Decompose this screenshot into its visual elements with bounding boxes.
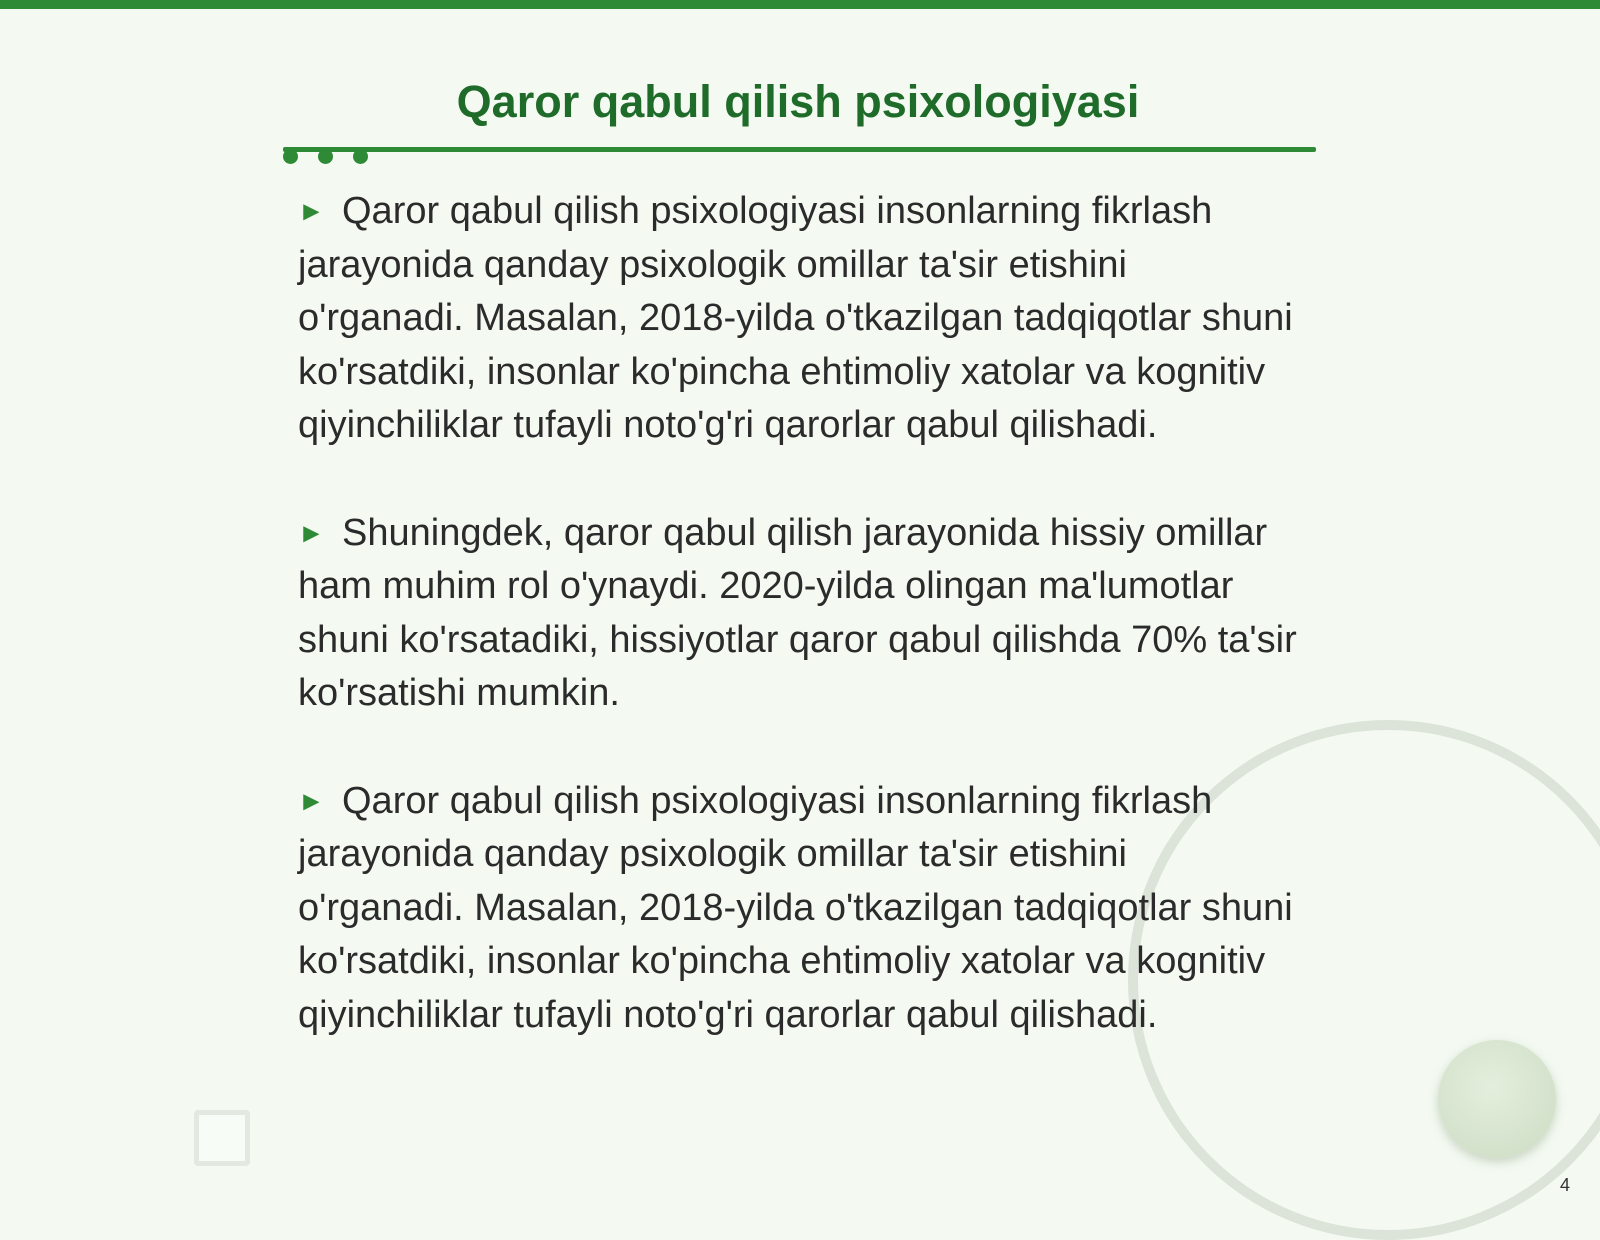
paragraph-text: Qaror qabul qilish psixologiyasi insonlarning fikrlash jarayonida qanday psixologik omillar ta'sir etishini o'rganadi. Masalan, 2018-yilda o'tkazilgan tadqiqotlar shuni ko'rsatdiki, insonlar ko'pincha ehtimoliy xatolar va kognitiv qiyinchiliklar tufayli noto'g'ri qarorlar qabul qilishadi.	[298, 779, 1293, 1036]
title-underline	[283, 147, 1316, 152]
bullet-arrow-icon: ►	[298, 196, 325, 226]
slide-title: Qaror qabul qilish psixologiyasi	[456, 76, 1140, 127]
paragraph-text: Qaror qabul qilish psixologiyasi insonlarning fikrlash jarayonida qanday psixologik omillar ta'sir etishini o'rganadi. Masalan, 2018-yilda o'tkazilgan tadqiqotlar shuni ko'rsatdiki, insonlar ko'pincha ehtimoliy xatolar va kognitiv qiyinchiliklar tufayli noto'g'ri qarorlar qabul qilishadi.	[298, 190, 1293, 446]
underline-dot	[353, 149, 368, 164]
page-number: 4	[1559, 1175, 1570, 1195]
top-accent-bar	[0, 0, 1600, 9]
slide-body	[298, 185, 1298, 1096]
bullet-arrow-icon: ►	[298, 517, 325, 548]
bullet-arrow-icon: ►	[298, 785, 325, 816]
decorative-disc	[1438, 1040, 1556, 1158]
paragraph-text: Shuningdek, qaror qabul qilish jarayonida hissiy omillar ham muhim rol o'ynaydi. 2020-yilda olingan ma'lumotlar shuni ko'rsatadiki, hissiyotlar qaror qabul qilishda 70% ta'sir ko'rsatishi mumkin.	[298, 511, 1297, 714]
bullet-paragraph	[298, 185, 1298, 453]
decorative-square	[194, 1110, 250, 1166]
underline-dot	[318, 149, 333, 164]
underline-dot	[283, 149, 298, 164]
bullet-paragraph	[298, 507, 1298, 721]
bullet-paragraph	[298, 775, 1298, 1043]
